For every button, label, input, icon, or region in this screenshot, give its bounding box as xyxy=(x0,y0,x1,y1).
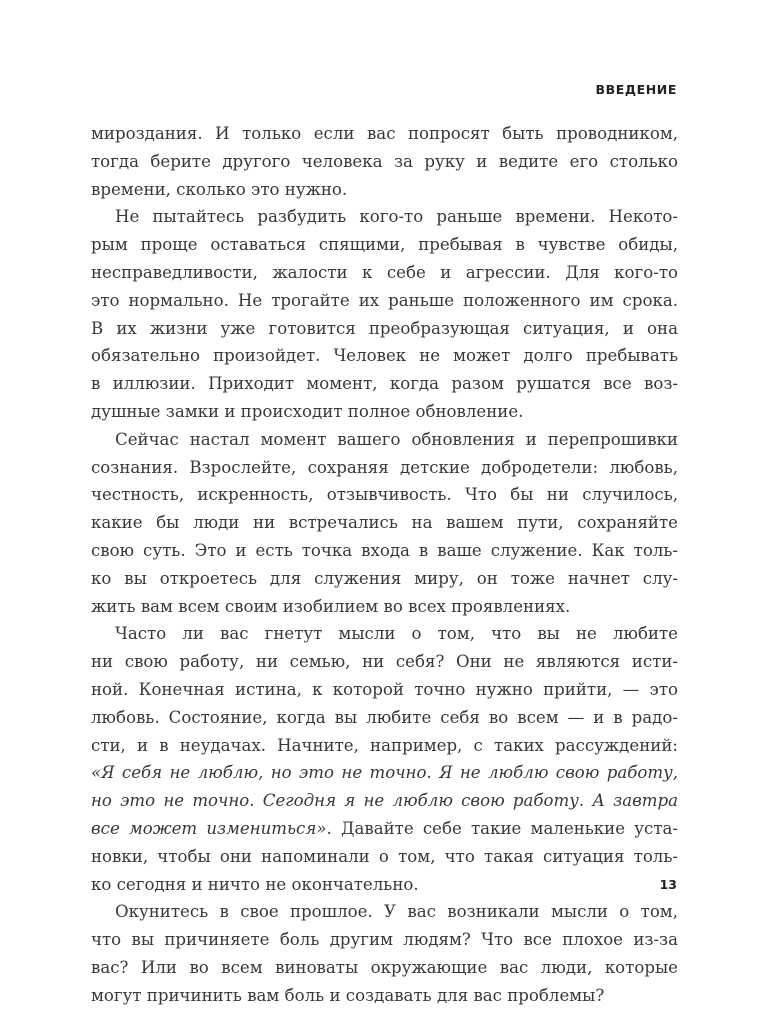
text-line xyxy=(91,176,678,204)
text-line xyxy=(91,398,678,426)
text-line xyxy=(91,203,678,231)
text-segment: ни свою работу, ни семью, ни себя? Они не являются исти- xyxy=(91,652,678,672)
text-segment: сти, и в неудачах. Начните, например, с таких рассуждений: xyxy=(91,735,678,755)
text-line xyxy=(91,342,678,370)
text-segment: Не пытайтесь разбудить кого-то раньше времени. Некото- xyxy=(115,207,678,227)
text-segment: Сейчас настал момент вашего обновления и перепрошивки xyxy=(115,429,678,449)
text-line xyxy=(91,537,678,565)
text-segment: В их жизни уже готовится преобразующая ситуация, и она xyxy=(91,318,678,338)
text-segment: душные замки и происходит полное обновление. xyxy=(91,401,524,421)
text-segment: ко сегодня и ничто не окончательно. xyxy=(91,874,419,894)
body-text xyxy=(91,120,678,1010)
text-line xyxy=(91,898,678,926)
text-line xyxy=(91,370,678,398)
text-segment: Часто ли вас гнетут мысли о том, что вы не любите xyxy=(115,624,678,644)
italic-quote-segment: все может измениться» xyxy=(91,818,327,838)
text-line xyxy=(91,704,678,732)
text-line xyxy=(91,148,678,176)
text-line xyxy=(91,426,678,454)
text-line xyxy=(91,315,678,343)
text-line xyxy=(91,509,678,537)
text-line xyxy=(91,648,678,676)
text-segment: рым проще оставаться спящими, пребывая в чувстве обиды, xyxy=(91,235,678,255)
text-segment: мироздания. И только если вас попросят быть проводником, xyxy=(91,124,678,143)
text-segment: ной. Конечная истина, к которой точно нужно прийти, — это xyxy=(91,679,678,699)
text-segment: новки, чтобы они напоминали о том, что такая ситуация толь- xyxy=(91,846,678,866)
text-line xyxy=(91,982,678,1010)
text-segment: что вы причиняете боль другим людям? Что все плохое из-за xyxy=(91,930,678,950)
text-line xyxy=(91,231,678,259)
text-segment: в иллюзии. Приходит момент, когда разом рушатся все воз- xyxy=(91,374,678,394)
text-segment: несправедливости, жалости к себе и агрессии. Для кого-то xyxy=(91,262,678,282)
text-line xyxy=(91,565,678,593)
text-segment: времени, сколько это нужно. xyxy=(91,179,348,199)
text-line xyxy=(91,259,678,287)
text-line xyxy=(91,759,678,787)
text-segment: ко вы откроетесь для служения миру, он тоже начнет слу- xyxy=(91,568,678,588)
text-line xyxy=(91,287,678,315)
italic-quote-segment: «Я себя не люблю, но это не точно. Я не люблю свою работу, xyxy=(91,763,678,783)
text-line xyxy=(91,120,678,148)
text-line xyxy=(91,454,678,482)
text-line xyxy=(91,593,678,621)
text-line xyxy=(91,954,678,982)
text-segment: вас? Или во всем виноваты окружающие вас люди, которые xyxy=(91,957,678,977)
text-line xyxy=(91,815,678,843)
text-line xyxy=(91,787,678,815)
text-segment: это нормально. Не трогайте их раньше положенного им срока. xyxy=(91,290,678,310)
text-segment: тогда берите другого человека за руку и ведите его столько xyxy=(91,151,678,171)
text-segment: . Давайте себе такие маленькие уста- xyxy=(326,818,678,838)
text-line xyxy=(91,732,678,760)
running-header: ВВЕДЕНИЕ xyxy=(595,82,677,97)
text-segment: любовь. Состояние, когда вы любите себя во всем — и в радо- xyxy=(91,707,678,727)
text-line xyxy=(91,843,678,871)
text-line xyxy=(91,620,678,648)
text-segment: свою суть. Это и есть точка входа в ваше служение. Как толь- xyxy=(91,540,678,560)
text-segment: честность, искренность, отзывчивость. Что бы ни случилось, xyxy=(91,485,678,505)
text-line xyxy=(91,871,678,899)
text-line xyxy=(91,676,678,704)
text-line xyxy=(91,481,678,509)
text-segment: жить вам всем своим изобилием во всех проявлениях. xyxy=(91,596,571,616)
text-segment: Окунитесь в свое прошлое. У вас возникали мысли о том, xyxy=(115,902,678,922)
text-segment: обязательно произойдет. Человек не может долго пребывать xyxy=(91,346,678,366)
text-line xyxy=(91,926,678,954)
text-segment: могут причинить вам боль и создавать для вас проблемы? xyxy=(91,985,605,1005)
page-number: 13 xyxy=(659,877,677,892)
italic-quote-segment: но это не точно. Сегодня я не люблю свою работу. А завтра xyxy=(91,791,678,811)
text-segment: сознания. Взрослейте, сохраняя детские добродетели: любовь, xyxy=(91,457,678,477)
text-segment: какие бы люди ни встречались на вашем пути, сохраняйте xyxy=(91,513,678,533)
